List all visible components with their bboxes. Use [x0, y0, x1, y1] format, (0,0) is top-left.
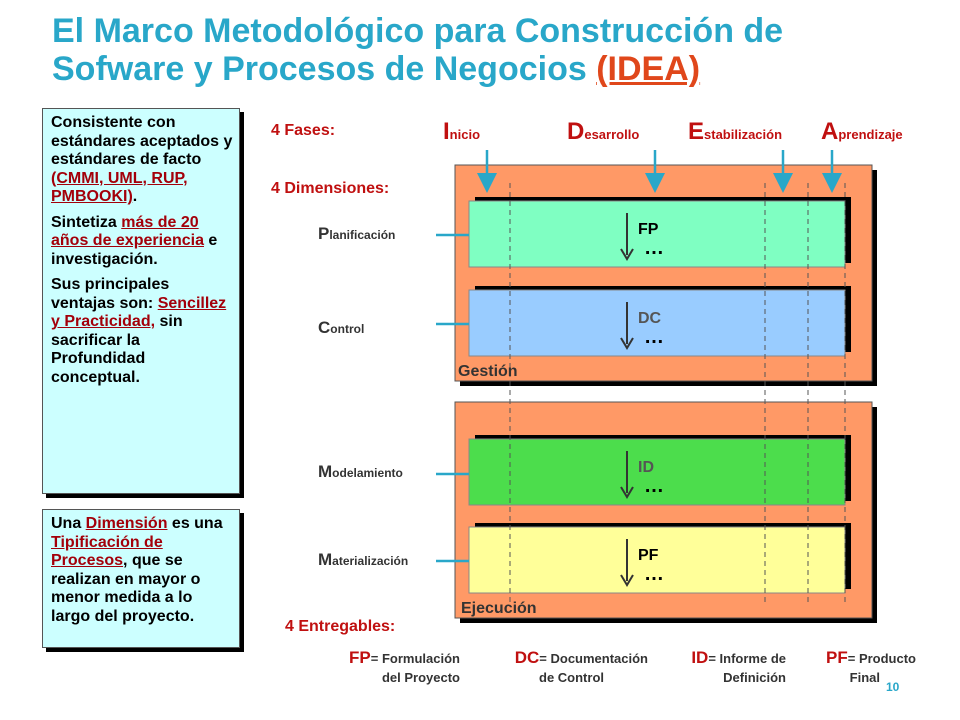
process-typification-link[interactable]: Tipificación de Procesos: [51, 533, 163, 569]
standards-link[interactable]: (CMMI, UML, RUP, PMBOOKI): [51, 169, 188, 205]
dimension-modelamiento: Modelamiento: [318, 462, 403, 481]
deliverable-id: ID= Informe de Definición: [691, 648, 786, 685]
phase-estabilizacion: Estabilización: [688, 118, 783, 145]
deliverable-fp: FP= Formulación del Proyecto: [349, 648, 460, 685]
entregables-label: 4 Entregables:: [285, 618, 396, 635]
callout-dimension-text: Una Dimensión es una Tipificación de Procesos, que se realizan en mayor o menor medida a lo largo del proyecto.: [51, 515, 223, 625]
phase-desarrollo: Desarrollo: [567, 118, 640, 145]
dimensiones-label: 4 Dimensiones:: [271, 180, 390, 197]
fp-bar-ellipsis: …: [644, 237, 664, 259]
gestion-label: Gestión: [458, 363, 518, 380]
fases-label: 4 Fases:: [271, 122, 336, 139]
dimension-materializacion: Materialización: [318, 550, 409, 569]
callout-paragraph-3: Sus principales ventajas son: Sencillez y Practicidad, sin sacrificar la Profundidad conceptual.: [51, 276, 227, 386]
id-bar-code: ID: [638, 459, 654, 476]
title-idea-link[interactable]: (IDEA): [596, 50, 701, 88]
id-bar-ellipsis: …: [644, 475, 664, 497]
experience-link[interactable]: más de 20 años de experiencia: [51, 213, 204, 249]
callout-paragraph-2: Sintetiza más de 20 años de experiencia e investigación.: [51, 213, 218, 268]
pf-bar-ellipsis: …: [644, 563, 664, 585]
deliverable-dc: DC= Documentación de Control: [514, 648, 648, 685]
title-line-2: Sofware y Procesos de Negocios: [52, 50, 597, 88]
phase-aprendizaje: Aprendizaje: [821, 118, 903, 145]
dimension-control: Control: [318, 318, 365, 337]
deliverable-pf: PF= Producto Final: [826, 648, 916, 685]
fp-bar-code: FP: [638, 221, 659, 238]
ejecucion-label: Ejecución: [461, 600, 537, 617]
pf-bar-code: PF: [638, 547, 659, 564]
title-line-1: El Marco Metodológico para Construcción de: [52, 12, 784, 50]
phase-inicio: Inicio: [443, 118, 481, 145]
dimension-link[interactable]: Dimensión: [85, 515, 168, 532]
dc-bar-ellipsis: …: [644, 326, 664, 348]
simplicity-link[interactable]: Sencillez y Practicidad,: [51, 294, 227, 330]
dimension-planificacion: Planificación: [318, 224, 396, 243]
dc-bar-code: DC: [638, 310, 662, 327]
callout-paragraph-1: Consistente con estándares aceptados y estándares de facto (CMMI, UML, RUP, PMBOOKI).: [51, 114, 233, 205]
page-number: 10: [886, 680, 900, 694]
